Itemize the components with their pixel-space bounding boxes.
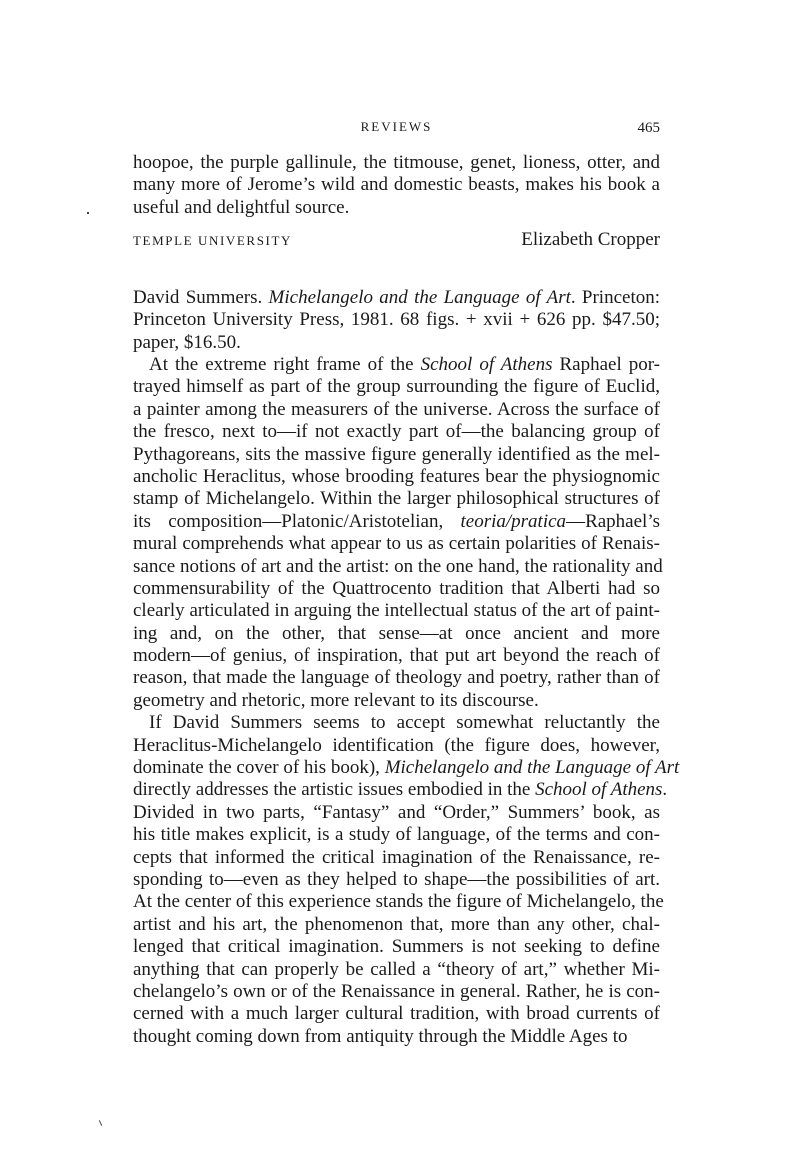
text-run: —Raphael’s: [566, 510, 660, 532]
text-run: anything that can properly be called a “theory of art,” whether Mi-: [133, 958, 660, 980]
italic-title-text: Michelangelo and the Language of Art: [268, 287, 571, 308]
reviewer-signature: [133, 229, 660, 253]
text-line: [133, 959, 660, 981]
text-run: commensurability of the Quattrocento tradition that Alberti had so: [133, 577, 660, 599]
text-run: hoopoe, the purple gallinule, the titmouse, genet, lioness, otter, and: [133, 152, 660, 173]
book-citation: [133, 287, 660, 354]
text-run: Divided in two parts, “Fantasy” and “Order,” Summers’ book, as: [133, 801, 660, 823]
text-run: Princeton University Press, 1981. 68 figs. + xvii + 626 pp. $47.50;: [133, 309, 660, 331]
text-run: If David Summers seems to accept somewhat reluctantly the: [149, 712, 660, 734]
text-run: mural comprehends what appear to us as certain polarities of Renais-: [133, 533, 660, 555]
text-run: Heraclitus-Michelangelo identification (the figure does, however,: [133, 734, 660, 756]
text-line: [133, 354, 660, 376]
text-run: paper, $16.50.: [133, 331, 241, 353]
text-line: [133, 309, 660, 331]
scan-speck: [87, 212, 89, 214]
previous-review-ending: [133, 152, 660, 219]
text-run: lenged that critical imagination. Summers is not seeking to define: [133, 936, 660, 958]
text-line: [133, 712, 660, 734]
text-line: [133, 667, 660, 689]
text-line: [133, 802, 660, 824]
text-line: [133, 287, 660, 309]
reviewer-name: Elizabeth Cropper: [521, 229, 660, 250]
review-body: [133, 354, 680, 1048]
text-line: [133, 645, 660, 667]
text-run: sance notions of art and the artist: on the one hand, the rationality and: [133, 555, 663, 577]
running-head: [133, 119, 660, 139]
text-line: [133, 869, 660, 891]
text-line: [133, 332, 660, 354]
text-line: [133, 600, 660, 622]
text-run: the fresco, next to—if not exactly part of—the balancing group of: [133, 421, 660, 443]
text-line: [133, 444, 660, 466]
text-line: [133, 488, 660, 510]
text-line: [133, 1003, 660, 1025]
page-number: 465: [637, 120, 660, 136]
text-run: artist and his art, the phenomenon that, more than any other, chal-: [133, 913, 660, 935]
text-line: [133, 891, 664, 913]
text-run: ing and, on the other, that sense—at once ancient and more: [133, 622, 660, 644]
text-line: [133, 152, 660, 174]
text-run: reason, that made the language of theology and poetry, rather than of: [133, 667, 660, 689]
reviewer-affiliation: TEMPLE UNIVERSITY: [133, 233, 292, 248]
text-line: [133, 824, 660, 846]
text-line: [133, 578, 660, 600]
text-line: [133, 735, 660, 757]
text-run: .: [662, 779, 668, 801]
text-run: cerned with a much larger cultural tradition, with broad currents of: [133, 1003, 660, 1025]
text-line: [133, 376, 660, 398]
text-run: sponding to—even as they helped to shape—the possibilities of art.: [133, 868, 660, 890]
text-run: clearly articulated in arguing the intellectual status of the art of paint-: [133, 600, 660, 622]
text-line: [133, 466, 660, 488]
text-line: [133, 511, 660, 533]
text-line: [133, 533, 660, 555]
text-run: its composition—Platonic/Aristotelian,: [133, 510, 461, 532]
text-line: [133, 779, 668, 801]
text-line: [133, 174, 660, 196]
text-run: ancholic Heraclitus, whose brooding features bear the physiognomic: [133, 465, 660, 487]
text-line: [133, 914, 660, 936]
text-run: Pythagoreans, sits the massive figure generally identified as the mel-: [133, 443, 660, 465]
text-run: . Princeton:: [570, 287, 661, 308]
text-line: [133, 399, 660, 421]
text-run: directly addresses the artistic issues embodied in the: [133, 779, 536, 801]
text-run: David Summers.: [133, 287, 269, 308]
text-run: his title makes explicit, is a study of language, of the terms and con-: [133, 824, 660, 846]
text-run: trayed himself as part of the group surrounding the figure of Euclid,: [133, 376, 660, 398]
italic-title-text: School of Athens: [535, 779, 663, 801]
italic-title-text: Michelangelo and the Language of Art: [384, 757, 680, 779]
text-run: chelangelo’s own or of the Renaissance in general. Rather, he is con-: [133, 980, 660, 1002]
text-run: modern—of genius, of inspiration, that put art beyond the reach of: [133, 645, 660, 667]
text-run: At the extreme right frame of the: [149, 354, 421, 375]
text-run: Raphael por-: [552, 354, 660, 375]
text-line: [133, 690, 660, 712]
text-run: geometry and rhetoric, more relevant to its discourse.: [133, 689, 539, 711]
text-run: thought coming down from antiquity through the Middle Ages to: [133, 1025, 628, 1047]
text-run: cepts that informed the critical imagination of the Renaissance, re-: [133, 846, 660, 868]
text-run: dominate the cover of his book),: [133, 757, 385, 779]
italic-title-text: teoria/pratica: [460, 510, 567, 532]
text-line: [133, 981, 660, 1003]
paragraph: [133, 354, 663, 712]
text-run: a painter among the measurers of the universe. Across the surface of: [133, 398, 660, 420]
italic-title-text: School of Athens: [420, 354, 553, 375]
text-run: stamp of Michelangelo. Within the larger philosophical structures of: [133, 488, 660, 510]
paragraph: [133, 712, 680, 1048]
running-head-title: REVIEWS: [360, 119, 433, 134]
text-line: [133, 555, 663, 578]
text-line: [133, 623, 660, 645]
text-line: [133, 421, 660, 443]
scan-speck: [99, 1120, 102, 1126]
text-line: [133, 1026, 660, 1048]
text-run: many more of Jerome’s wild and domestic beasts, makes his book a: [133, 174, 660, 196]
text-line: [133, 197, 660, 219]
text-run: useful and delightful source.: [133, 196, 350, 218]
text-line: [133, 936, 660, 958]
text-run: At the center of this experience stands the figure of Michelangelo, the: [133, 891, 664, 913]
text-line: [133, 757, 680, 779]
text-line: [133, 847, 660, 869]
